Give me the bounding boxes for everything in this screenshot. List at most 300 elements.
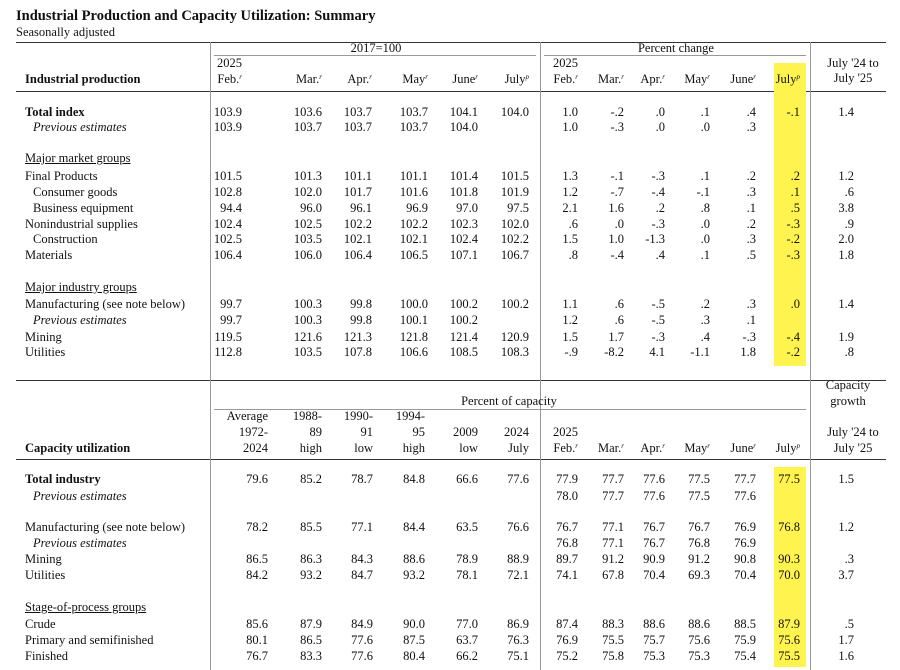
month-label: June	[730, 441, 754, 455]
cu-value: 76.9	[734, 520, 756, 534]
ip-row-label: Construction	[33, 232, 98, 246]
cu-value: 90.3	[778, 552, 800, 566]
ip-pct-value: 1.5	[562, 232, 578, 246]
cu-hist-value: 75.1	[507, 649, 529, 663]
cu-hist-header: 2009	[453, 425, 478, 439]
month-label: May	[684, 441, 708, 455]
cu-value: 77.7	[602, 489, 624, 503]
ip-yoy-value: 1.8	[838, 248, 854, 262]
ip-pct-value: .1	[700, 248, 710, 262]
cu-value: 69.3	[688, 568, 710, 582]
ip-pct-value: .0	[700, 232, 710, 246]
ip-index-value: 102.0	[293, 185, 322, 199]
ip-index-value: 101.4	[449, 169, 478, 183]
ip-yoy-value: .9	[844, 217, 854, 231]
ip-pct-value: .0	[790, 297, 800, 311]
revision-marker: r	[239, 73, 242, 81]
cu-row-label: Crude	[25, 617, 56, 631]
cu-value: 77.6	[734, 489, 756, 503]
growth-sub-line1: July '24 to	[827, 425, 879, 439]
cu-hist-value: 72.1	[507, 568, 529, 582]
ip-pct-value: 1.8	[740, 345, 756, 359]
cu-value: 70.4	[734, 568, 756, 582]
ip-pct-year: 2025	[553, 56, 578, 70]
cu-hist-value: 78.9	[456, 552, 478, 566]
ip-row-label: Previous estimates	[33, 313, 127, 327]
cu-hist-value: 77.6	[351, 633, 373, 647]
month-label: July	[504, 72, 526, 86]
ip-row-label: Previous estimates	[33, 120, 127, 134]
ip-pct-value: .1	[746, 201, 756, 215]
cu-value: 74.1	[556, 568, 578, 582]
ip-index-value: 102.2	[399, 217, 428, 231]
ip-index-value: 102.2	[500, 232, 529, 246]
ip-index-value: 102.0	[500, 217, 529, 231]
revision-marker: r	[753, 73, 756, 81]
ip-pct-value: -.1	[610, 169, 624, 183]
ip-yoy-value: 2.0	[838, 232, 854, 246]
ip-pct-value: 1.2	[562, 313, 578, 327]
cu-hist-header: 1988-	[292, 409, 322, 423]
page-title: Industrial Production and Capacity Utilization: Summary	[16, 8, 376, 24]
month-label: Mar.	[598, 72, 622, 86]
ip-pct-value: 1.2	[562, 185, 578, 199]
ip-index-value: 102.1	[343, 232, 372, 246]
cu-value: 75.3	[688, 649, 710, 663]
ip-index-value: 100.3	[293, 297, 322, 311]
ip-index-value: 96.9	[406, 201, 428, 215]
cu-hist-value: 83.3	[300, 649, 322, 663]
cu-hist-header: 1972-	[238, 425, 268, 439]
ip-index-value: 99.8	[350, 297, 372, 311]
ip-pct-value: .1	[790, 185, 800, 199]
ip-index-value: 102.5	[213, 232, 242, 246]
ip-index-month-header	[469, 72, 529, 86]
ip-pct-value: .0	[700, 120, 710, 134]
ip-row-label: Nonindustrial supplies	[25, 217, 138, 231]
ip-index-value: 106.5	[399, 248, 428, 262]
ip-pct-value: .0	[655, 105, 665, 119]
ip-pct-value: .5	[790, 201, 800, 215]
ip-pct-value: -.7	[610, 185, 624, 199]
ip-index-value: 106.0	[293, 248, 322, 262]
cu-hist-header: 2024	[243, 441, 268, 455]
revision-marker: r	[621, 442, 624, 450]
ip-pct-value: 1.0	[562, 105, 578, 119]
ip-pct-value: 4.1	[649, 345, 665, 359]
cu-value: 70.0	[778, 568, 800, 582]
ip-section-label: Industrial production	[25, 72, 141, 86]
cu-value: 90.9	[643, 552, 665, 566]
month-label: Feb.	[553, 72, 576, 86]
ip-index-value: 104.0	[500, 105, 529, 119]
cu-hist-value: 84.4	[403, 520, 425, 534]
ip-pct-value: -.2	[610, 105, 624, 119]
ip-pct-value: .2	[746, 217, 756, 231]
revision-marker: p	[525, 73, 529, 81]
ip-pct-month-header	[740, 72, 800, 86]
ip-pct-value: .1	[700, 169, 710, 183]
cu-hist-value: 76.7	[246, 649, 268, 663]
ip-index-value: 103.5	[293, 345, 322, 359]
cu-row-label: Finished	[25, 649, 69, 663]
cu-growth-value: 1.5	[838, 472, 854, 486]
ip-row-label: Final Products	[25, 169, 98, 183]
cu-hist-value: 90.0	[403, 617, 425, 631]
ip-pct-value: .3	[746, 232, 756, 246]
ip-index-value: 120.9	[500, 330, 529, 344]
growth-sub-line2: July '25	[833, 441, 873, 455]
month-label: Mar.	[598, 441, 622, 455]
cu-hist-value: 84.3	[351, 552, 373, 566]
ip-pct-value: -.3	[651, 217, 665, 231]
ip-index-value: 103.5	[293, 232, 322, 246]
ip-pct-value: -.3	[786, 217, 800, 231]
ip-index-value: 99.7	[220, 313, 242, 327]
ip-pct-value: .4	[700, 330, 710, 344]
ip-row-label: Manufacturing (see note below)	[25, 297, 186, 311]
ip-pct-value: .1	[700, 105, 710, 119]
ip-group-header: Major market groups	[25, 151, 131, 165]
cu-hist-header: high	[402, 441, 425, 455]
ip-index-value: 102.4	[449, 232, 478, 246]
cu-value: 87.4	[556, 617, 578, 631]
ip-yoy-value: .6	[844, 185, 854, 199]
ip-row-label: Business equipment	[33, 201, 134, 215]
cu-year: 2025	[553, 425, 578, 439]
cu-value: 75.6	[778, 633, 800, 647]
cu-hist-value: 80.1	[246, 633, 268, 647]
cu-hist-value: 85.2	[300, 472, 322, 486]
ip-index-value: 99.7	[220, 297, 242, 311]
ip-yoy-value: 1.2	[838, 169, 854, 183]
ip-row-label: Utilities	[25, 345, 66, 359]
ip-row-label: Materials	[25, 248, 73, 262]
cu-value: 70.4	[643, 568, 665, 582]
ip-row-label: Consumer goods	[33, 185, 118, 199]
cu-hist-value: 84.7	[351, 568, 373, 582]
cu-value: 76.8	[556, 536, 578, 550]
top-rule	[16, 42, 886, 43]
ip-index-value: 108.3	[500, 345, 529, 359]
cu-value: 91.2	[602, 552, 624, 566]
cu-value: 75.5	[602, 633, 624, 647]
section-divider-rule	[16, 380, 886, 381]
ip-index-value: 96.0	[300, 201, 322, 215]
cu-hist-value: 78.7	[351, 472, 373, 486]
cu-hist-value: 78.2	[246, 520, 268, 534]
month-label: May	[684, 72, 708, 86]
ip-index-value: 103.7	[399, 105, 428, 119]
cu-value: 75.5	[778, 649, 800, 663]
ip-pct-value: -8.2	[604, 345, 624, 359]
ip-index-value: 108.5	[449, 345, 478, 359]
ip-pct-value: .3	[746, 297, 756, 311]
ip-index-value: 101.1	[399, 169, 428, 183]
cu-hist-value: 84.2	[246, 568, 268, 582]
cu-hist-value: 93.2	[403, 568, 425, 582]
ip-index-value: 101.7	[343, 185, 372, 199]
ip-yoy-value: 3.8	[838, 201, 854, 215]
capacity-growth-header-line1: Capacity	[825, 378, 871, 392]
ip-index-value: 103.6	[293, 105, 322, 119]
cu-section-label: Capacity utilization	[25, 441, 131, 455]
cu-value: 75.4	[734, 649, 756, 663]
ip-index-value: 102.5	[293, 217, 322, 231]
cu-hist-header: 91	[360, 425, 373, 439]
ip-index-value: 107.8	[343, 345, 372, 359]
month-label: Apr.	[640, 441, 663, 455]
ip-pct-value: 1.1	[562, 297, 578, 311]
ip-index-value: 97.0	[456, 201, 478, 215]
ip-pct-value: -.4	[610, 248, 624, 262]
cu-hist-header: 1990-	[343, 409, 373, 423]
percent-change-header: Percent change	[637, 41, 714, 55]
cu-hist-value: 86.5	[246, 552, 268, 566]
ip-pct-value: -.3	[742, 330, 756, 344]
ip-pct-value: -.5	[651, 313, 665, 327]
revision-marker: r	[662, 442, 665, 450]
ip-pct-value: -.2	[786, 232, 800, 246]
month-label: Feb.	[553, 441, 576, 455]
ip-index-value: 100.2	[449, 313, 478, 327]
cu-hist-value: 66.2	[456, 649, 478, 663]
cu-hist-header: July	[508, 441, 529, 455]
pct-header-underline	[544, 55, 806, 56]
ip-index-value: 104.0	[449, 120, 478, 134]
cu-value: 75.2	[556, 649, 578, 663]
ip-index-value: 102.4	[213, 217, 242, 231]
cu-value: 77.1	[602, 536, 624, 550]
ip-pct-value: .6	[568, 217, 578, 231]
cu-hist-value: 85.6	[246, 617, 268, 631]
cu-value: 76.9	[734, 536, 756, 550]
ip-index-value: 106.4	[343, 248, 372, 262]
ip-index-year: 2025	[217, 56, 242, 70]
cu-growth-value: 1.6	[838, 649, 854, 663]
cu-growth-value: 3.7	[838, 568, 854, 582]
cu-hist-header: low	[459, 441, 478, 455]
revision-marker: p	[796, 442, 800, 450]
revision-marker: r	[575, 73, 578, 81]
month-label: July	[775, 441, 797, 455]
cu-hist-value: 77.1	[351, 520, 373, 534]
ip-pct-value: .2	[790, 169, 800, 183]
ip-pct-value: .3	[746, 185, 756, 199]
cu-value: 88.6	[688, 617, 710, 631]
cu-hist-value: 88.6	[403, 552, 425, 566]
ip-index-value: 102.2	[343, 217, 372, 231]
ip-pct-value: -.5	[651, 297, 665, 311]
ip-pct-value: 1.0	[562, 120, 578, 134]
ip-pct-value: 1.7	[608, 330, 624, 344]
cu-month-header	[740, 441, 800, 455]
ip-pct-value: .0	[655, 120, 665, 134]
ip-index-value: 103.7	[343, 105, 372, 119]
ip-pct-value: .0	[700, 217, 710, 231]
cu-value: 88.6	[643, 617, 665, 631]
ip-index-value: 100.2	[500, 297, 529, 311]
ip-index-month-header	[182, 72, 242, 86]
cu-hist-header: 89	[309, 425, 322, 439]
revision-marker: p	[796, 73, 800, 81]
ip-index-value: 106.4	[213, 248, 242, 262]
percent-of-capacity-header: Percent of capacity	[461, 394, 557, 408]
ip-yoy-value: 1.9	[838, 330, 854, 344]
cu-group-header: Stage-of-process groups	[25, 600, 147, 614]
ip-index-value: 100.0	[399, 297, 428, 311]
ip-group-header: Major industry groups	[25, 280, 137, 294]
ip-index-value: 103.9	[213, 120, 242, 134]
cu-value: 87.9	[778, 617, 800, 631]
ip-index-value: 101.3	[293, 169, 322, 183]
ip-pct-value: 1.3	[562, 169, 578, 183]
yoy-header-line2: July '25	[833, 71, 873, 85]
revision-marker: r	[369, 73, 372, 81]
ip-pct-value: .2	[700, 297, 710, 311]
month-label: July	[775, 72, 797, 86]
ip-index-month-header	[312, 72, 372, 86]
ip-pct-value: -.9	[564, 345, 578, 359]
ip-index-value: 101.6	[399, 185, 428, 199]
cu-hist-value: 88.9	[507, 552, 529, 566]
cu-hist-value: 80.4	[403, 649, 425, 663]
ip-index-value: 102.3	[449, 217, 478, 231]
cu-row-label: Previous estimates	[33, 489, 127, 503]
cu-hist-header: 2024	[504, 425, 529, 439]
month-label: June	[730, 72, 754, 86]
cu-value: 77.7	[734, 472, 756, 486]
cu-value: 77.6	[643, 472, 665, 486]
ip-pct-value: 2.1	[562, 201, 578, 215]
ip-index-value: 104.1	[449, 105, 478, 119]
ip-pct-value: .1	[746, 313, 756, 327]
ip-pct-value: .8	[700, 201, 710, 215]
cu-hist-value: 85.5	[300, 520, 322, 534]
cu-growth-value: 1.2	[838, 520, 854, 534]
month-label: Apr.	[640, 72, 663, 86]
cu-value: 75.8	[602, 649, 624, 663]
cu-value: 75.9	[734, 633, 756, 647]
cu-value: 76.7	[688, 520, 710, 534]
cu-hist-header: Average	[226, 409, 268, 423]
cu-value: 76.7	[643, 536, 665, 550]
cu-header-rule	[16, 459, 886, 460]
ip-row-label: Mining	[25, 330, 62, 344]
ip-index-value: 103.7	[399, 120, 428, 134]
cu-hist-value: 84.8	[403, 472, 425, 486]
cu-value: 77.5	[778, 472, 800, 486]
cu-hist-value: 77.6	[351, 649, 373, 663]
ip-index-value: 99.8	[350, 313, 372, 327]
cu-value: 77.1	[602, 520, 624, 534]
cu-value: 89.7	[556, 552, 578, 566]
ip-index-value: 112.8	[214, 345, 242, 359]
ip-index-value: 103.9	[213, 105, 242, 119]
revision-marker: r	[753, 442, 756, 450]
cu-value: 88.5	[734, 617, 756, 631]
ip-index-value: 100.3	[293, 313, 322, 327]
cu-row-label: Primary and semifinished	[25, 633, 154, 647]
ip-index-value: 121.3	[343, 330, 372, 344]
ip-pct-value: .8	[568, 248, 578, 262]
ip-pct-value: .2	[746, 169, 756, 183]
cu-value: 77.5	[688, 489, 710, 503]
ip-pct-value: .4	[746, 105, 756, 119]
ip-index-value: 100.1	[399, 313, 428, 327]
revision-marker: r	[662, 73, 665, 81]
ip-index-value: 121.4	[449, 330, 478, 344]
cu-hist-value: 66.6	[456, 472, 478, 486]
cu-value: 77.6	[643, 489, 665, 503]
ip-header-rule	[16, 91, 886, 92]
cu-hist-header: 95	[412, 425, 425, 439]
ip-index-value: 121.8	[399, 330, 428, 344]
cu-hist-value: 87.5	[403, 633, 425, 647]
cu-hist-header: 1994-	[395, 409, 425, 423]
cu-row-label: Mining	[25, 552, 62, 566]
ip-index-value: 101.9	[500, 185, 529, 199]
ip-pct-value: -.3	[651, 169, 665, 183]
ip-pct-value: -.1	[696, 185, 710, 199]
ip-yoy-value: .8	[844, 345, 854, 359]
cu-value: 77.7	[602, 472, 624, 486]
cu-growth-value: 1.7	[838, 633, 854, 647]
ip-pct-value: .2	[655, 201, 665, 215]
ip-pct-value: -.3	[610, 120, 624, 134]
cu-hist-value: 78.1	[456, 568, 478, 582]
revision-marker: r	[475, 73, 478, 81]
revision-marker: r	[621, 73, 624, 81]
ip-pct-value: -.4	[651, 185, 665, 199]
ip-pct-value: -.3	[651, 330, 665, 344]
ip-index-value: 106.6	[399, 345, 428, 359]
ip-index-value: 103.7	[293, 120, 322, 134]
cu-row-label: Utilities	[25, 568, 66, 582]
index-base-header: 2017=100	[350, 41, 402, 55]
ip-index-value: 101.1	[343, 169, 372, 183]
ip-yoy-value: 1.4	[838, 297, 854, 311]
page-subtitle: Seasonally adjusted	[16, 25, 115, 39]
month-label: June	[452, 72, 476, 86]
ip-index-value: 102.8	[213, 185, 242, 199]
cu-value: 78.0	[556, 489, 578, 503]
ip-index-value: 102.1	[399, 232, 428, 246]
ip-index-value: 96.1	[350, 201, 372, 215]
cu-hist-value: 76.3	[507, 633, 529, 647]
cu-value: 76.7	[643, 520, 665, 534]
cu-row-label: Previous estimates	[33, 536, 127, 550]
ip-pct-value: .5	[746, 248, 756, 262]
cu-row-label: Manufacturing (see note below)	[25, 520, 186, 534]
ip-index-value: 106.7	[500, 248, 529, 262]
ip-index-value: 103.7	[343, 120, 372, 134]
ip-pct-value: .6	[614, 313, 624, 327]
cu-value: 91.2	[688, 552, 710, 566]
cu-growth-value: .3	[844, 552, 854, 566]
month-label: Apr.	[347, 72, 370, 86]
cu-growth-value: .5	[844, 617, 854, 631]
month-label: Mar.	[296, 72, 320, 86]
ip-row-label: Total index	[25, 105, 85, 119]
cu-hist-value: 79.6	[246, 472, 268, 486]
revision-marker: r	[425, 73, 428, 81]
ip-pct-value: .0	[614, 217, 624, 231]
ip-pct-value: .3	[700, 313, 710, 327]
ip-index-value: 119.5	[214, 330, 242, 344]
ip-index-value: 101.5	[500, 169, 529, 183]
ip-index-value: 94.4	[220, 201, 242, 215]
